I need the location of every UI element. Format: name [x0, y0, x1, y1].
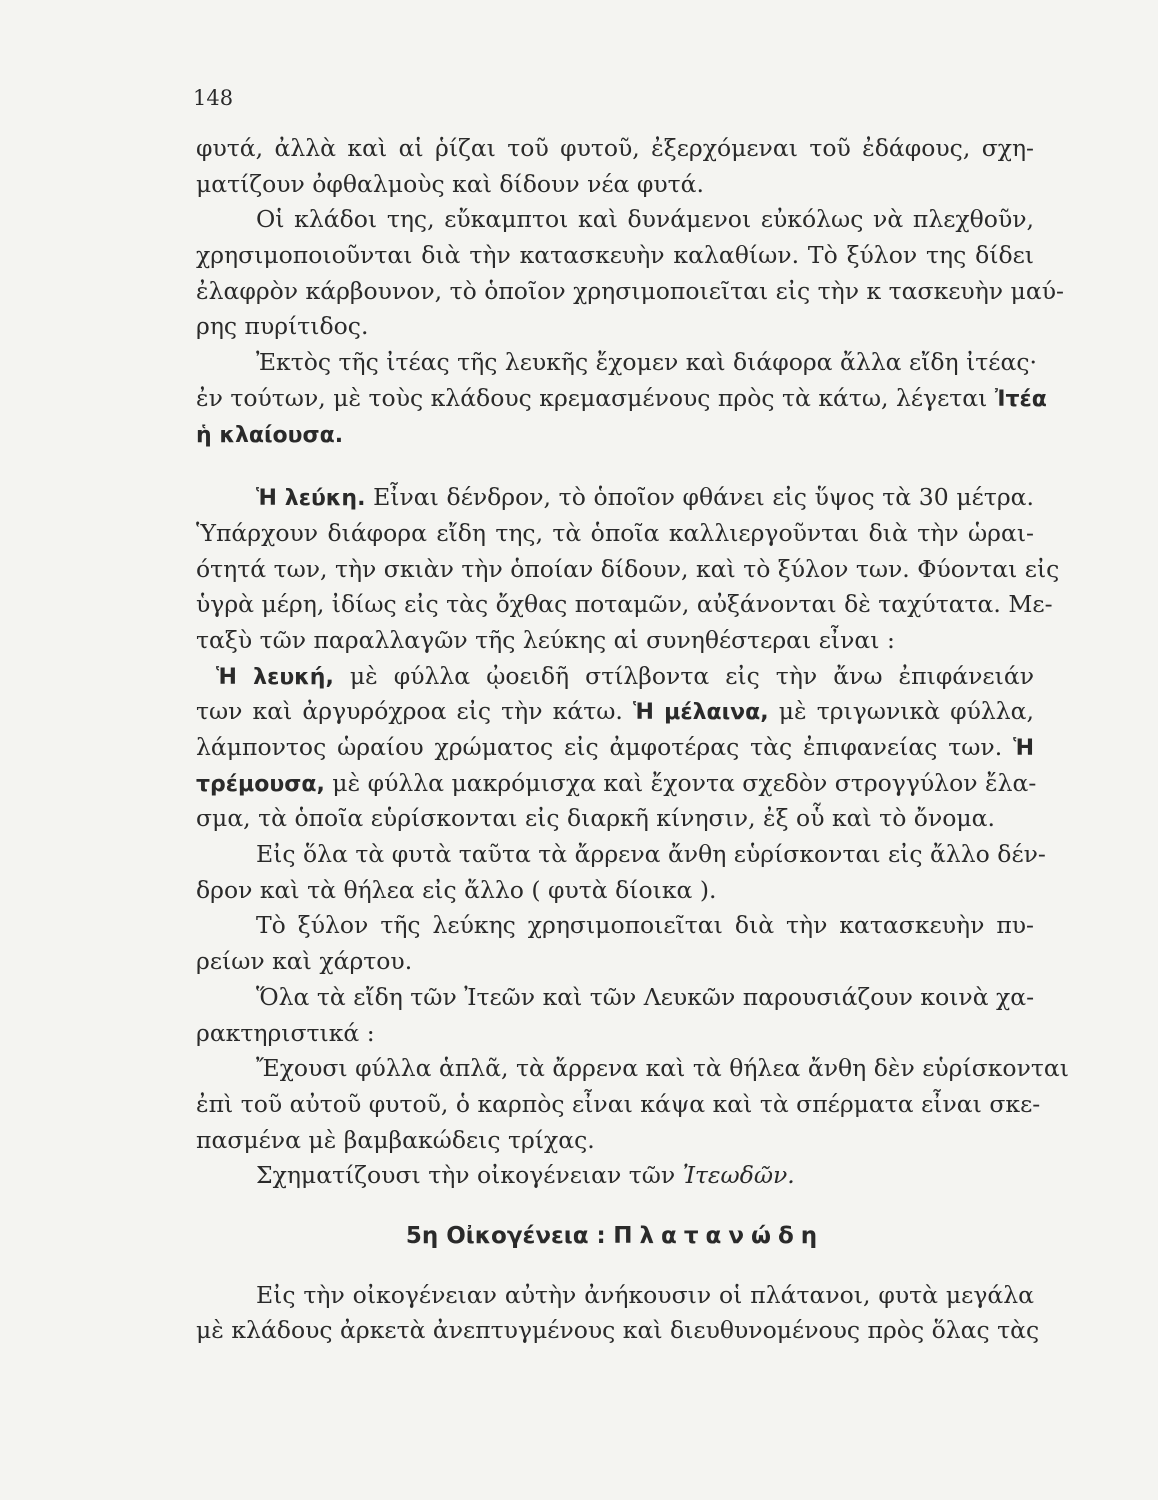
spacer: [196, 1194, 1034, 1218]
text-line: ἐλαφρὸν κάρβουνον, τὸ ὁποῖον χρησιμοποιεῖται εἰς τὴν κ τασκευὴν μαύ-: [196, 276, 1064, 305]
term-itea: Ἰτέα: [994, 386, 1047, 412]
text-line: ματίζουν ὀφθαλμοὺς καὶ δίδουν νέα φυτά.: [196, 169, 704, 198]
text-line: πασμένα μὲ βαμβακώδεις τρίχας.: [196, 1125, 595, 1154]
body-text: [196, 131, 1069, 1349]
text-line: Ὅλα τὰ εἴδη τῶν Ἰτεῶν καὶ τῶν Λευκῶν παρουσιάζουν κοινὰ χα-: [256, 982, 1035, 1011]
text-line: [196, 1158, 1034, 1194]
term-leuki: Ἡ λευκή,: [216, 664, 334, 690]
term-melaina: Ἡ μέλαινα,: [632, 700, 769, 726]
text-line: [196, 381, 1047, 417]
text-line: [196, 480, 1034, 516]
text-line: Τὸ ξύλον τῆς λεύκης χρησιμοποιεῖται διὰ τὴν κατασκευὴν πυ-: [256, 911, 1034, 940]
text-line: Ὑπάρχουν διάφορα εἴδη της, τὰ ὁποῖα καλλιεργοῦνται διὰ τὴν ὡραι-: [196, 518, 1034, 547]
text-line: ὑγρὰ μέρη, ἰδίως εἰς τὰς ὄχθας ποταμῶν, αὐξάνονται δὲ ταχύτατα. Με-: [196, 590, 1053, 619]
text-line: ταξὺ τῶν παραλλαγῶν τῆς λεύκης αἱ συνηθέστεραι εἶναι :: [196, 625, 895, 654]
section-heading: [196, 1218, 1034, 1254]
text-run: Εἶναι δένδρον, τὸ ὁποῖον φθάνει εἰς ὕψος τὰ 30 μέτρα.: [373, 483, 1034, 512]
page-number: 148: [193, 86, 234, 110]
text-run: μὲ φύλλα ᾠοειδῆ στίλβοντα εἰς τὴν ἄνω ἐπιφάνειάν: [349, 661, 1034, 690]
text-line: [196, 417, 1034, 453]
text-run: μὲ τριγωνικὰ φύλλα,: [778, 697, 1034, 726]
text-line: [196, 730, 1034, 766]
text-line: ρης πυρίτιδος.: [196, 312, 369, 341]
heading-leuki: Ἡ λεύκη.: [256, 486, 366, 512]
text-line: δρον καὶ τὰ θήλεα εἰς ἄλλο ( φυτὰ δίοικα ).: [196, 875, 717, 904]
text-line: σμα, τὰ ὁποῖα εὑρίσκονται εἰς διαρκῆ κίνησιν, ἐξ οὗ καὶ τὸ ὄνομα.: [196, 804, 995, 833]
term-klaiousa: ἡ κλαίουσα.: [196, 422, 344, 448]
text-line: [196, 694, 1034, 730]
text-line: χρησιμοποιοῦνται διὰ τὴν κατασκευὴν καλαθίων. Τὸ ξύλον της δίδει: [196, 241, 1034, 270]
heading-family-name: Πλατανώδη: [613, 1222, 825, 1249]
spacer: [196, 1254, 1034, 1278]
term-tremousa: τρέμουσα,: [196, 771, 325, 797]
text-line: ἐπὶ τοῦ αὐτοῦ φυτοῦ, ὁ καρπὸς εἶναι κάψα καὶ τὰ σπέρματα εἶναι σκε-: [196, 1089, 1041, 1118]
text-line: [196, 659, 1034, 695]
text-line: ρακτηριστικά :: [196, 1018, 375, 1047]
text-run: λάμποντος ὡραίου χρώματος εἰς ἀμφοτέρας τὰς ἐπιφανείας των.: [196, 733, 1003, 761]
text-run: Σχηματίζουσι τὴν οἰκογένειαν τῶν: [256, 1161, 676, 1190]
spacer: [196, 452, 1034, 480]
text-line: Ἐκτὸς τῆς ἰτέας τῆς λευκῆς ἔχομεν καὶ διάφορα ἄλλα εἴδη ἰτέας·: [256, 348, 1037, 377]
term-iteodon: Ἰτεωδῶν.: [682, 1161, 795, 1190]
heading-family-label: 5η Οἰκογένεια :: [405, 1222, 606, 1249]
text-line: φυτά, ἀλλὰ καὶ αἱ ῥίζαι τοῦ φυτοῦ, ἐξερχόμεναι τοῦ ἐδάφους, σχη-: [196, 134, 1034, 162]
text-line: μὲ κλάδους ἀρκετὰ ἀνεπτυγμένους καὶ διευθυνομένους πρὸς ὅλας τὰς: [196, 1316, 1040, 1345]
text-line: ρείων καὶ χάρτου.: [196, 947, 413, 976]
text-line: Εἰς ὅλα τὰ φυτὰ ταῦτα τὰ ἄρρενα ἄνθη εὑρίσκονται εἰς ἄλλο δέν-: [256, 840, 1046, 869]
text-line: [196, 766, 1037, 802]
text-line: ότητά των, τὴν σκιὰν τὴν ὁποίαν δίδουν, καὶ τὸ ξύλον των. Φύονται εἰς: [196, 554, 1060, 583]
term-i: Ἡ: [1013, 736, 1034, 761]
text-run: των καὶ ἀργυρόχροα εἰς τὴν κάτω.: [196, 697, 623, 726]
text-run: ἐν τούτων, μὲ τοὺς κλάδους κρεμασμένους πρὸς τὰ κάτω, λέγεται: [196, 383, 988, 412]
text-line: Εἰς τὴν οἰκογένειαν αὐτὴν ἀνήκουσιν οἱ πλάτανοι, φυτὰ μεγάλα: [256, 1280, 1034, 1309]
text-line: Ἔχουσι φύλλα ἁπλᾶ, τὰ ἄρρενα καὶ τὰ θήλεα ἄνθη δὲν εὑρίσκονται: [256, 1054, 1069, 1083]
text-line: Οἱ κλάδοι της, εὔκαμπτοι καὶ δυνάμενοι εὐκόλως νὰ πλεχθοῦν,: [256, 205, 1034, 234]
text-run: μὲ φύλλα μακρόμισχα καὶ ἔχοντα σχεδὸν στρογγύλον ἔλα-: [332, 768, 1037, 797]
